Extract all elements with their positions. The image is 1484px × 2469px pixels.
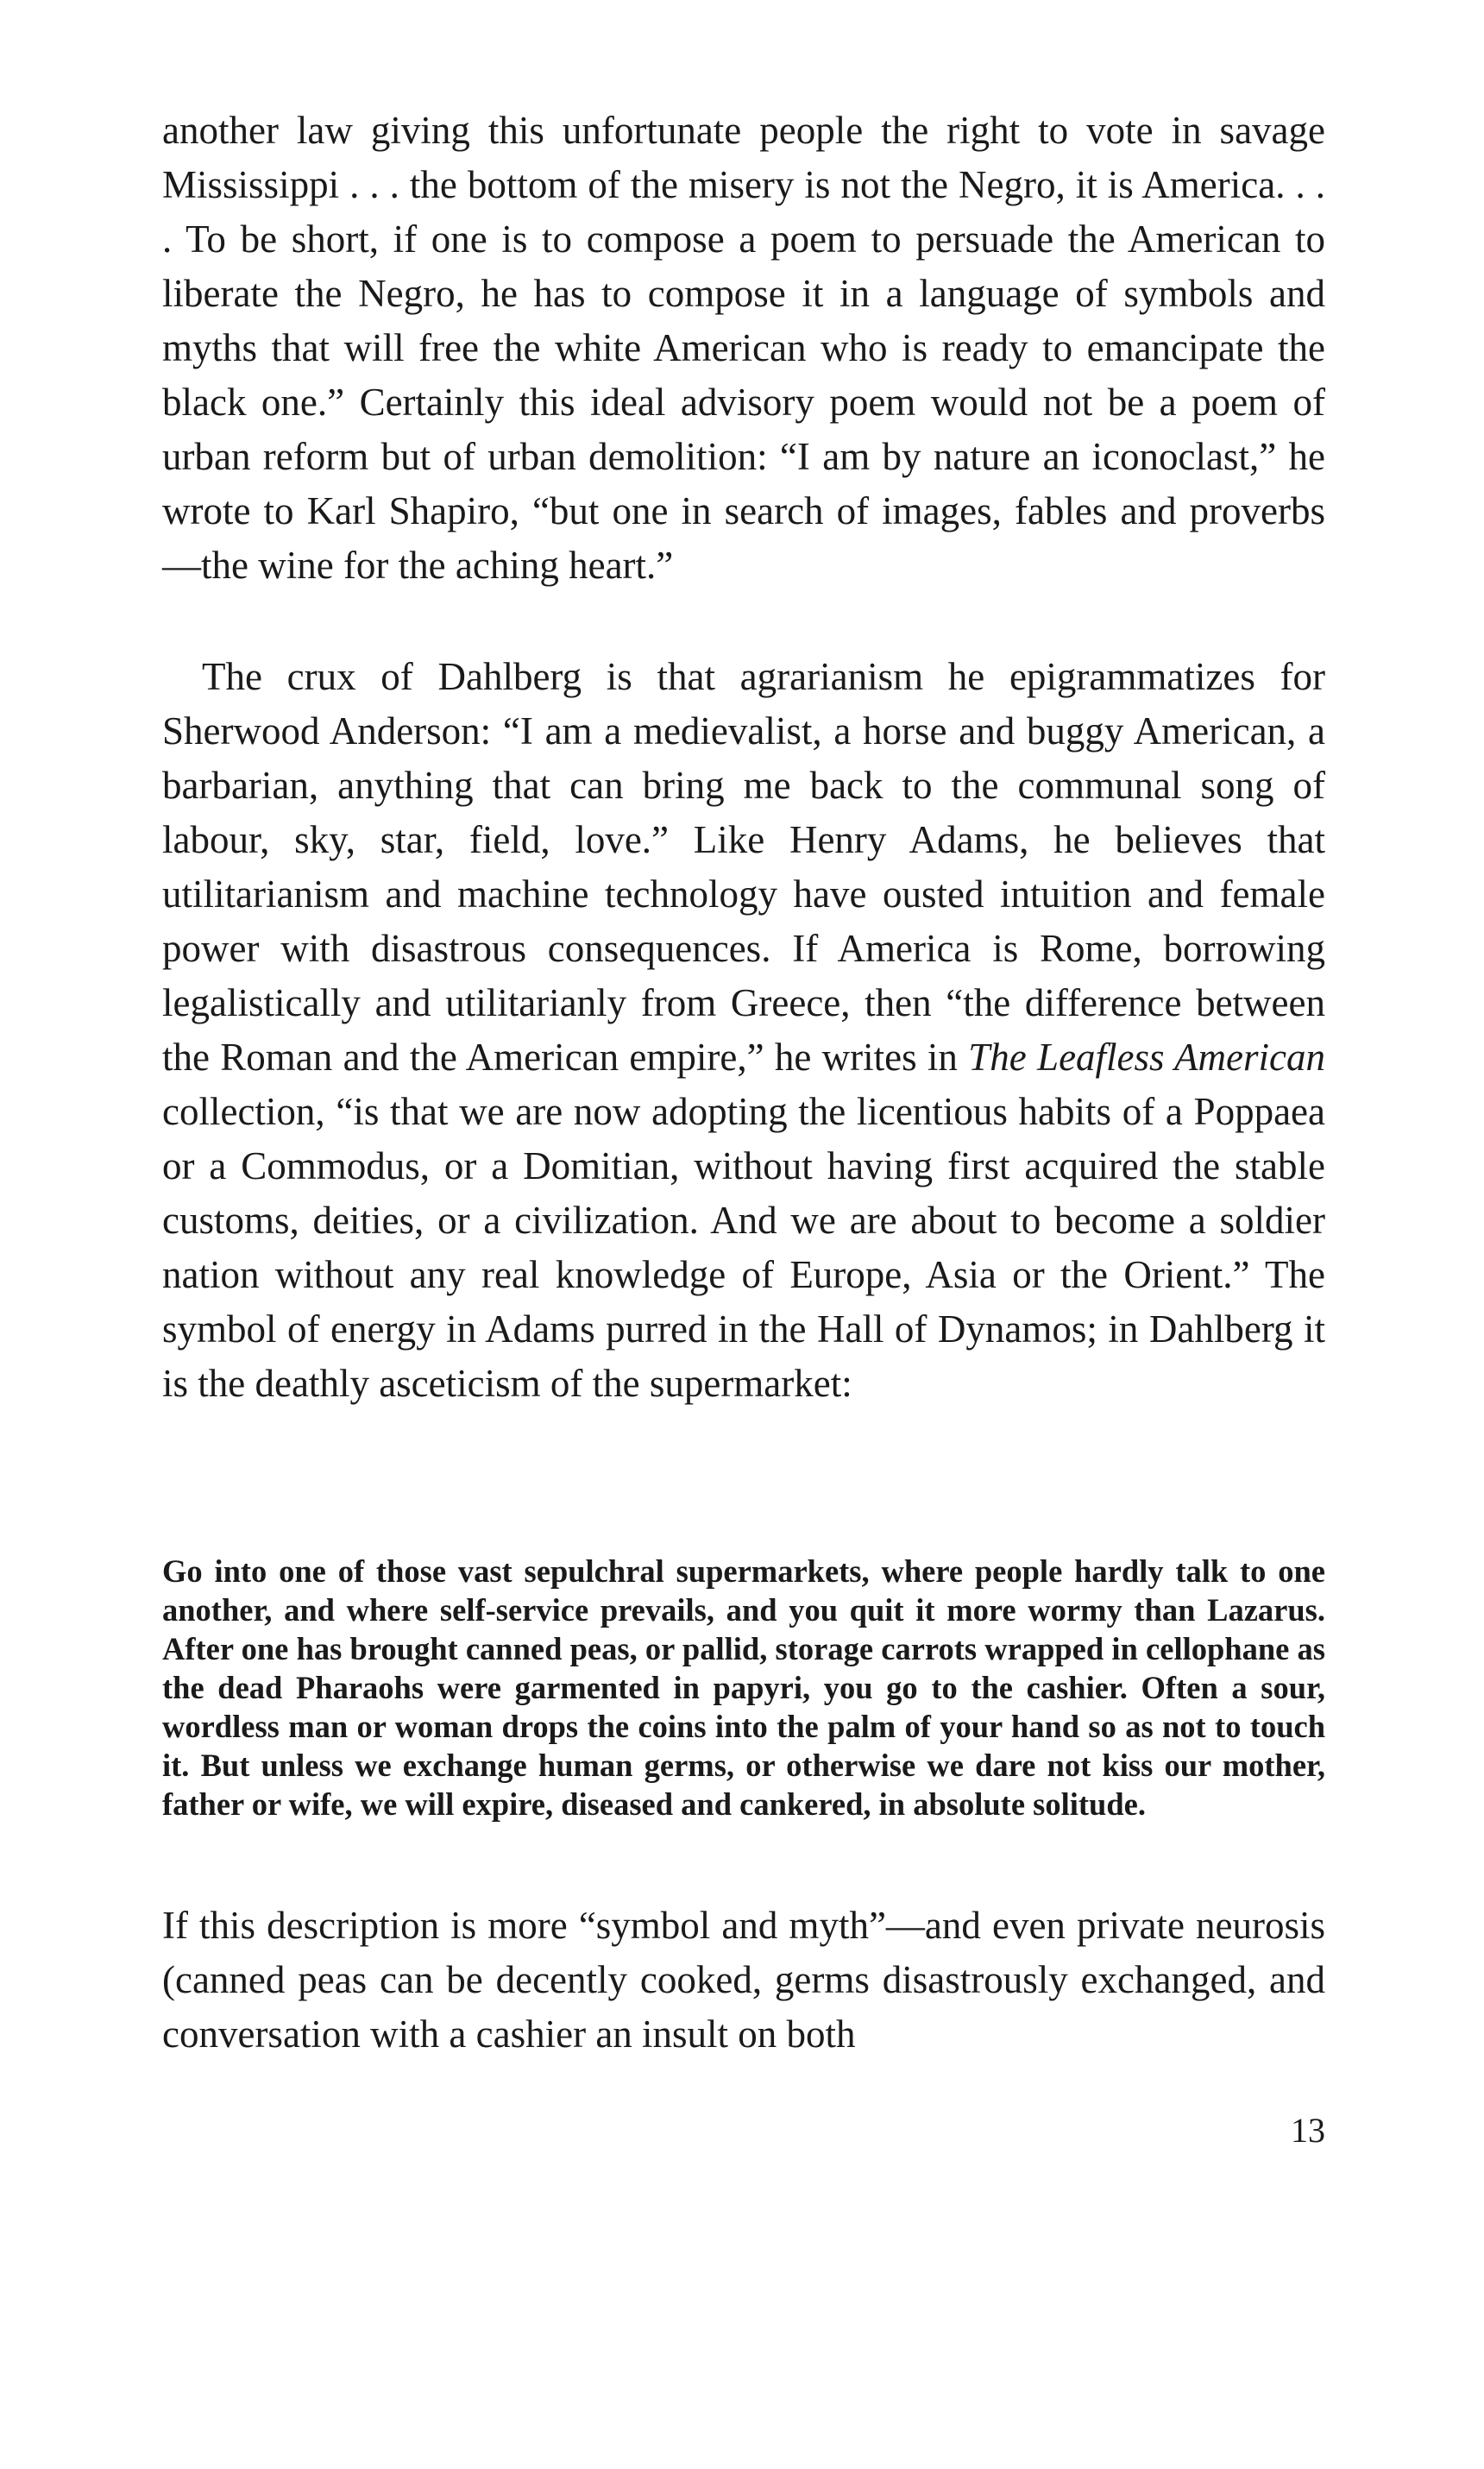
body-paragraph-3 bbox=[162, 1899, 1325, 2062]
paragraph-text bbox=[162, 650, 1325, 1411]
paragraph-text: another law giving this unfortunate people the right to vote in savage Mississippi . . . the bottom of the misery is not the Negro, it is America. . . . To be short, if one is to compose a poem to persuade the American to liberate the Negro, he has to compose it in a language of symbols and myths that will free the white American who is ready to emancipate the black one.” Certainly this ideal advisory poem would not be a poem of urban reform but of urban demolition: “I am by nature an iconoclast,” he wrote to Karl Shapiro, “but one in search of images, fables and proverbs —the wine for the aching heart.” bbox=[162, 109, 1325, 587]
book-title: The Leafless American bbox=[968, 1036, 1325, 1079]
page-number: 13 bbox=[1291, 2111, 1325, 2150]
body-paragraph-2 bbox=[162, 650, 1325, 1411]
block-quote: Go into one of those vast sepulchral supermarkets, where people hardly talk to one another, and where self-service prevails, and you quit it more wormy than Lazarus. After one has brought canned peas, or pallid, storage carrots wrapped in cellophane as the dead Pharaohs were garmented in papyri, you go to the cashier. Often a sour, wordless man or woman drops the coins into the palm of your hand so as not to touch it. But unless we exchange human germs, or otherwise we dare not kiss our mother, father or wife, we will expire, diseased and cankered, in absolute solitude. bbox=[162, 1553, 1325, 1822]
paragraph-text-part: The crux of Dahlberg is that agrarianism he epigrammatizes for Sherwood Anderson: “I am a medievalist, a horse and buggy American, a barbarian, anything that can bring me back to the communal song of labour, sky, star, field, love.” Like Henry Adams, he believes that utilitarianism and machine technology have ousted intuition and female power with disastrous consequences. If America is Rome, borrowing legalistically and utilitarianly from Greece, then “the difference between the Roman and the American empire,” he writes in bbox=[162, 655, 1325, 1079]
body-paragraph-1 bbox=[162, 104, 1325, 593]
paragraph-text-part: collection, “is that we are now adopting the licentious habits of a Poppaea or a Commodus, or a Domitian, without having first acquired the stable customs, deities, or a civilization. And we are about to become a soldier nation without any real knowledge of Europe, Asia or the Orient.” The symbol of energy in Adams purred in the Hall of Dynamos; in Dahlberg it is the deathly asceticism of the supermarket: bbox=[162, 1090, 1325, 1405]
paragraph-text: If this description is more “symbol and myth”—and even private neurosis (canned peas can be decently cooked, germs disastrously exchanged, and conversation with a cashier an insult on both bbox=[162, 1904, 1325, 2056]
